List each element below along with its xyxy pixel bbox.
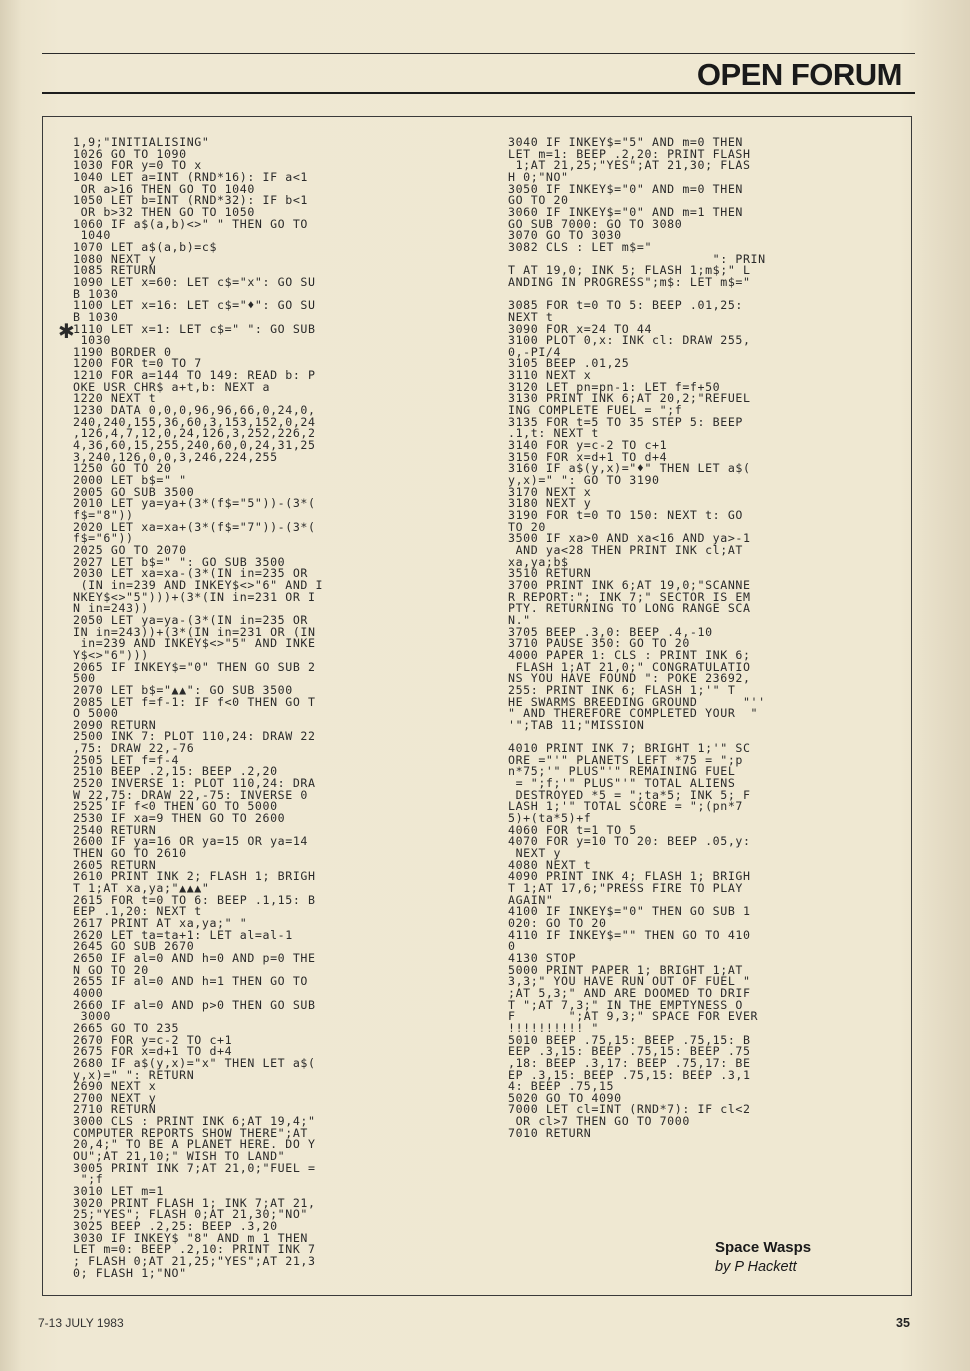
listing-line: 2610 PRINT INK 2; FLASH 1; BRIGH: [73, 869, 316, 884]
listing-line: 2005 GO SUB 3500: [73, 484, 195, 499]
listing-line: 2050 LET ya=ya-(3*(IN in=235 OR: [73, 612, 308, 627]
listing-line: 2605 RETURN: [73, 857, 157, 872]
listing-line: W 22,75: DRAW 22,-75: INVERSE 0: [73, 787, 308, 802]
listing-line: y,x)=" ": RETURN: [73, 1067, 195, 1082]
listing-line: ORE ="'" PLANETS LEFT *75 = ";p: [508, 752, 743, 767]
listing-line: y,x)=" ": GO TO 3190: [508, 473, 660, 488]
listing-line: ;AT 5,3;" AND ARE DOOMED TO DRIF: [508, 985, 751, 1000]
listing-line: NKEY$<>"5")))+(3*(IN in=231 OR I: [73, 589, 316, 604]
listing-line: f$="8")): [73, 508, 134, 522]
listing-line: O 5000: [73, 706, 119, 721]
listing-line: 2085 LET f=f-1: IF f<0 THEN GO T: [73, 694, 316, 709]
listing-line: (IN in=239 AND INKEY$<>"6" AND I: [73, 577, 324, 592]
listing-line: 3150 FOR x=d+1 TO d+4: [508, 449, 668, 464]
listing-line: 1250 GO TO 20: [73, 461, 172, 476]
listing-line: 5010 BEEP .75,15: BEEP .75,15: B: [508, 1032, 751, 1047]
listing-line: 3020 PRINT FLASH 1; INK 7;AT 21,: [73, 1195, 316, 1210]
listing-line: H 0;"NO": [508, 169, 569, 184]
listing-line: 0; FLASH 1;"NO": [73, 1265, 187, 1280]
listing-line: xa,ya;b$: [508, 554, 569, 569]
listing-line: 3070 GO TO 3030: [508, 228, 622, 243]
listing-line: F ";AT 9,3;" SPACE FOR EVER: [508, 1009, 759, 1024]
listing-line: 4110 IF INKEY$="" THEN GO TO 410: [508, 927, 751, 942]
listing-line: 2690 NEXT x: [73, 1079, 157, 1094]
listing-line: 4090 PRINT INK 4; FLASH 1; BRIGH: [508, 869, 751, 884]
listing-line: TO 20: [508, 519, 546, 534]
listing-line: 1230 DATA 0,0,0,96,96,66,0,24,0,: [73, 403, 316, 418]
listing-column-left: [73, 137, 478, 1279]
listing-line: 4000: [73, 985, 104, 1000]
listing-line: DESTROYED *5 = ";ta*5; INK 5; F: [508, 787, 751, 802]
listing-line: ,75: DRAW 22,-76: [73, 741, 195, 756]
listing-line: T 1;AT 17,6;"PRESS FIRE TO PLAY: [508, 881, 743, 895]
listing-line: 4130 STOP: [508, 950, 577, 965]
listing-line: 4070 FOR y=10 TO 20: BEEP .05,y:: [508, 834, 751, 849]
page-number: 35: [896, 1316, 910, 1330]
listing-line: 3160 IF a$(y,x)="♦" THEN LET a$(: [508, 461, 751, 476]
listing-line: 3082 CLS : LET m$=": [508, 239, 653, 254]
listing-line: 1,9;"INITIALISING": [73, 135, 210, 149]
listing-line: 7000 LET cl=INT (RND*7): IF cl<2: [508, 1102, 751, 1117]
listing-line: 2530 IF xa=9 THEN GO TO 2600: [73, 811, 286, 826]
listing-line: OKE USR CHR$ a+t,b: NEXT a: [73, 379, 271, 394]
listing-line: 3000: [73, 1009, 111, 1024]
listing-line: FLASH 1;AT 21,0;" CONGRATULATIO: [508, 659, 751, 674]
listing-line: 2645 GO SUB 2670: [73, 939, 195, 954]
listing-line: 3120 LET pn=pn-1: LET f=f+50: [508, 379, 721, 394]
listing-line: AND ya<28 THEN PRINT INK cl;AT: [508, 542, 743, 557]
listing-line: ,18: BEEP .3,17: BEEP .75,17: BE: [508, 1055, 751, 1070]
listing-line: 2655 IF al=0 AND h=1 THEN GO TO: [73, 974, 308, 989]
listing-line: Y$<>"6"))): [73, 647, 149, 662]
listing-line: 1085 RETURN: [73, 263, 157, 278]
listing-line: 4,36,60,15,255,240,60,0,24,31,25: [73, 438, 316, 453]
listing-line: 0,-PI/4: [508, 344, 562, 359]
listing-line: 25;"YES"; FLASH 0;AT 21,30;"NO": [73, 1207, 308, 1222]
listing-line: ";f: [73, 1172, 104, 1187]
listing-line: 3500 IF xa>0 AND xa<16 AND ya>-1: [508, 531, 751, 546]
listing-line: 4080 NEXT t: [508, 857, 592, 872]
listing-line: 7010 RETURN: [508, 1125, 592, 1140]
listing-line: OR b>32 THEN GO TO 1050: [73, 204, 255, 219]
listing-line: f$="6")): [73, 531, 134, 546]
listing-line: 500: [73, 671, 96, 686]
listing-line: 1030: [73, 333, 111, 348]
listing-line: = ";f;'" PLUS"'" TOTAL ALIENS: [508, 776, 736, 791]
listing-line: 2065 IF INKEY$="0" THEN GO SUB 2: [73, 659, 316, 674]
listing-line: 3130 PRINT INK 6;AT 20,2;"REFUEL: [508, 391, 751, 406]
listing-line: 1100 LET x=16: LET c$="♦": GO SU: [73, 298, 316, 313]
listing-line: 2615 FOR t=0 TO 6: BEEP .1,15: B: [73, 892, 316, 907]
listing-line: .1,t: NEXT t: [508, 426, 599, 441]
listing-line: 5020 GO TO 4090: [508, 1090, 622, 1105]
listing-line: 1040 LET a=INT (RND*16): IF a<1: [73, 169, 308, 184]
listing-line: 1190 BORDER 0: [73, 344, 172, 359]
listing-line: 3710 PAUSE 350: GO TO 20: [508, 636, 690, 651]
listing-line: 2025 GO TO 2070: [73, 542, 187, 557]
listing-line: 1026 GO TO 1090: [73, 146, 187, 161]
listing-line: 2540 RETURN: [73, 822, 157, 837]
listing-line: N.": [508, 612, 531, 627]
program-title: Space Wasps: [715, 1239, 812, 1256]
listing-line: COMPUTER REPORTS SHOW THERE";AT: [73, 1125, 308, 1140]
listing-line: B 1030: [73, 309, 119, 324]
listing-line: B 1030: [73, 286, 119, 301]
listing-line: 2500 INK 7: PLOT 110,24: DRAW 22: [73, 729, 316, 744]
listing-column-right: [508, 137, 903, 1139]
listing-line: 3000 CLS : PRINT INK 6;AT 19,4;": [73, 1114, 316, 1129]
listing-line: 1050 LET b=INT (RND*32): IF b<1: [73, 193, 308, 208]
listing-line: 3005 PRINT INK 7;AT 21,0;"FUEL =: [73, 1160, 316, 1175]
section-title: OPEN FORUM: [696, 57, 902, 92]
listing-line: GO SUB 7000: GO TO 3080: [508, 216, 683, 231]
listing-line: 5)+(ta*5)+f: [508, 811, 592, 826]
listing-line: 240,240,155,36,60,3,153,152,0,24: [73, 414, 316, 429]
listing-line: " AND THEREFORE COMPLETED YOUR ": [508, 706, 759, 721]
listing-line: 3135 FOR t=5 TO 35 STEP 5: BEEP: [508, 414, 743, 429]
listing-line: ANDING IN PROGRESS";m$: LET m$=": [508, 274, 751, 289]
listing-line: 4: BEEP .75,15: [508, 1079, 615, 1094]
listing-line: 3140 FOR y=c-2 TO c+1: [508, 438, 668, 453]
listing-line: 2650 IF al=0 AND h=0 AND p=0 THE: [73, 950, 316, 965]
listing-line: 2670 FOR y=c-2 TO c+1: [73, 1032, 233, 1047]
listing-line: 3,240,126,0,0,3,246,224,255: [73, 449, 278, 464]
listing-line: 1080 NEXT y: [73, 251, 157, 266]
listing-line: NEXT t: [508, 309, 554, 324]
listing-line: 3170 NEXT x: [508, 484, 592, 499]
listing-line: 2020 LET xa=xa+(3*(f$="7"))-(3*(: [73, 519, 316, 534]
listing-line: 3060 IF INKEY$="0" AND m=1 THEN: [508, 204, 743, 219]
listing-line: 3700 PRINT INK 6;AT 19,0;"SCANNE: [508, 577, 751, 592]
listing-line: IN in=243))+(3*(IN in=231 OR (IN: [73, 624, 316, 639]
listing-line: 3105 BEEP .01,25: [508, 356, 630, 371]
listing-line: T AT 19,0; INK 5; FLASH 1;m$;" L: [508, 263, 751, 278]
listing-line: HE SWARMS BREEDING GROUND "'': [508, 694, 766, 709]
listing-line: 2617 PRINT AT xa,ya;" ": [73, 915, 248, 930]
listing-line: LET m=1: BEEP .2,20: PRINT FLASH: [508, 146, 751, 161]
listing-line: 1090 LET x=60: LET c$="x": GO SU: [73, 274, 316, 289]
listing-line: 4100 IF INKEY$="0" THEN GO SUB 1: [508, 904, 751, 919]
listing-line: 2070 LET b$="▲▲": GO SUB 3500: [73, 682, 293, 697]
listing-line: 1070 LET a$(a,b)=c$: [73, 239, 218, 254]
program-author: by P Hackett: [715, 1259, 797, 1275]
listing-line: 3705 BEEP .3,0: BEEP .4,-10: [508, 624, 713, 639]
listing-line: 1220 NEXT t: [73, 391, 157, 406]
listing-line: 3190 FOR t=0 TO 150: NEXT t: GO: [508, 508, 743, 522]
listing-line: 2505 LET f=f-4: [73, 752, 180, 767]
listing-line: OR a>16 THEN GO TO 1040: [73, 181, 255, 196]
listing-line: n*75;'" PLUS"'" REMAINING FUEL: [508, 764, 736, 779]
listing-line: 2710 RETURN: [73, 1102, 157, 1117]
listing-line: 3010 LET m=1: [73, 1184, 164, 1199]
listing-line: 3030 IF INKEY$ "8" AND m 1 THEN: [73, 1230, 308, 1245]
listing-line: 1200 FOR t=0 TO 7: [73, 356, 202, 371]
listing-line: 1110 LET x=1: LET c$=" ": GO SUB: [73, 321, 316, 336]
listing-line: 2600 IF ya=16 OR ya=15 OR ya=14: [73, 834, 308, 849]
listing-line: 2525 IF f<0 THEN GO TO 5000: [73, 799, 278, 814]
listing-line: NEXT y: [508, 846, 562, 861]
listing-line: 3100 PLOT 0,x: INK cl: DRAW 255,: [508, 333, 751, 348]
listing-line: 0: [508, 939, 516, 954]
listing-line: 1030 FOR y=0 TO x: [73, 158, 202, 173]
listing-line: N in=243)): [73, 601, 149, 616]
listing-line: 2700 NEXT y: [73, 1090, 157, 1105]
listing-line: 2510 BEEP .2,15: BEEP .2,20: [73, 764, 278, 779]
header-rule-thin: [42, 53, 915, 54]
listing-line: 2675 FOR x=d+1 TO d+4: [73, 1044, 233, 1059]
listing-line: ING COMPLETE FUEL = ";f: [508, 403, 683, 418]
listing-line: 020: GO TO 20: [508, 915, 607, 930]
listing-line: R REPORT:"; INK 7;" SECTOR IS EM: [508, 589, 751, 604]
listing-line: EP .3,15: BEEP .75,15: BEEP .3,1: [508, 1067, 751, 1082]
listing-line: 3180 NEXT y: [508, 496, 592, 511]
listing-line: LET m=0: BEEP .2,10: PRINT INK 7: [73, 1242, 316, 1257]
listing-line: ": PRIN: [508, 251, 766, 266]
listing-line: 3510 RETURN: [508, 566, 592, 581]
listing-line: 3110 NEXT x: [508, 368, 592, 383]
listing-line: 2000 LET b$=" ": [73, 473, 187, 488]
listing-line: 2665 GO TO 235: [73, 1020, 180, 1035]
listing-line: !!!!!!!!!! ": [508, 1020, 599, 1035]
listing-line: 2010 LET ya=ya+(3*(f$="5"))-(3*(: [73, 496, 316, 511]
listing-line: '";TAB 11;"MISSION: [508, 717, 645, 732]
listing-line: THEN GO TO 2610: [73, 846, 187, 861]
listing-line: 2620 LET ta=ta+1: LET al=al-1: [73, 927, 293, 942]
listing-line: GO TO 20: [508, 193, 569, 208]
listing-line: N GO TO 20: [73, 962, 149, 977]
listing-line: 4010 PRINT INK 7; BRIGHT 1;'" SC: [508, 741, 751, 756]
listing-line: 4000 PAPER 1: CLS : PRINT INK 6;: [508, 647, 751, 662]
listing-line: in=239 AND INKEY$<>"5" AND INKE: [73, 636, 316, 651]
listing-line: 2027 LET b$=" ": GO SUB 3500: [73, 554, 286, 569]
footer-date: 7-13 JULY 1983: [38, 1316, 124, 1330]
listing-line: 255: PRINT INK 6; FLASH 1;'" T: [508, 682, 736, 697]
program-listing-box: [42, 116, 912, 1296]
listing-line: NS YOU HAVE FOUND ": POKE 23692,: [508, 671, 751, 686]
listing-line: 1040: [73, 228, 111, 243]
listing-line: 20,4;" TO BE A PLANET HERE. DO Y: [73, 1137, 316, 1152]
listing-line: 4060 FOR t=1 TO 5: [508, 822, 637, 837]
listing-line: EEP .1,20: NEXT t: [73, 904, 202, 919]
listing-line: 2660 IF al=0 AND p>0 THEN GO SUB: [73, 997, 316, 1012]
listing-line: T ";AT 7,3;" IN THE EMPTYNESS O: [508, 997, 743, 1012]
listing-line: 2680 IF a$(y,x)="x" THEN LET a$(: [73, 1055, 316, 1070]
listing-line: 1060 IF a$(a,b)<>" " THEN GO TO: [73, 216, 308, 231]
listing-line: 3085 FOR t=0 TO 5: BEEP .01,25:: [508, 298, 743, 313]
listing-line: 3,3;" YOU HAVE RUN OUT OF FUEL ": [508, 974, 751, 989]
listing-line: LASH 1;'" TOTAL SCORE = ";(pn*7: [508, 799, 743, 814]
star-mark: ✱: [58, 319, 75, 343]
listing-line: 3050 IF INKEY$="0" AND m=0 THEN: [508, 181, 743, 196]
listing-line: OU";AT 21,10;" WISH TO LAND": [73, 1149, 286, 1164]
listing-line: AGAIN": [508, 892, 554, 907]
listing-line: ; FLASH 0;AT 21,25;"YES";AT 21,3: [73, 1254, 316, 1268]
listing-line: 3090 FOR x=24 TO 44: [508, 321, 653, 336]
listing-line: 3025 BEEP .2,25: BEEP .3,20: [73, 1219, 278, 1234]
listing-line: 5000 PRINT PAPER 1; BRIGHT 1;AT: [508, 962, 743, 977]
listing-line: OR cl>7 THEN GO TO 7000: [508, 1114, 690, 1129]
listing-line: T 1;AT xa,ya;"▲▲▲": [73, 881, 210, 895]
listing-line: ,126,4,7,12,0,24,126,3,252,226,2: [73, 426, 316, 441]
listing-line: 3040 IF INKEY$="5" AND m=0 THEN: [508, 135, 743, 149]
listing-line: PTY. RETURNING TO LONG RANGE SCA: [508, 601, 751, 616]
program-credit: [715, 1239, 811, 1275]
listing-line: 2030 LET xa=xa-(3*(IN in=235 OR: [73, 566, 308, 581]
header-rule-thick: [42, 92, 915, 94]
listing-line: 1;AT 21,25;"YES";AT 21,30; FLAS: [508, 158, 751, 173]
listing-line: EEP .3,15: BEEP .75,15: BEEP .75: [508, 1044, 751, 1059]
listing-line: 2090 RETURN: [73, 717, 157, 732]
listing-line: 1210 FOR a=144 TO 149: READ b: P: [73, 368, 316, 383]
listing-line: 2520 INVERSE 1: PLOT 110,24: DRA: [73, 776, 316, 791]
